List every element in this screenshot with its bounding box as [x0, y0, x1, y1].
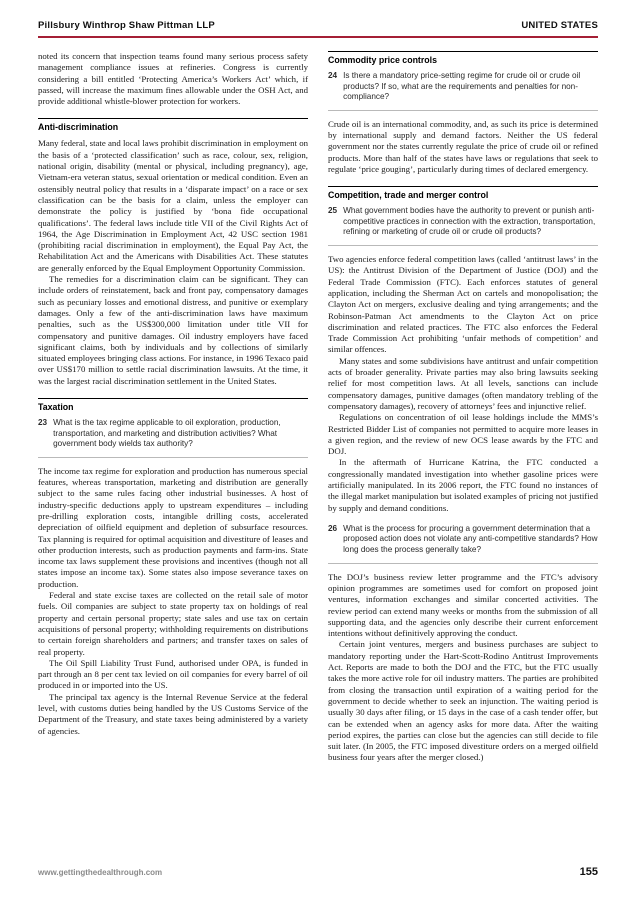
paragraph: Two agencies enforce federal competition laws (called ‘antitrust laws’ in the US): the Antitrust Division of the Department of Justice (DOJ) and the Federal Trade Commission (FTC). Each enforces statutes of general application, including the Sherman Act on cartels and monopolisation; the Clayton Act on mergers, exclusive dealing and tying arrangements; and the Robinson-Patman Act amendments to the Clayton Act on price discrimination and related practices. The FTC also enforces the Federal Trade Commission Act prohibiting ‘unfair methods of competition’ and similar offences.	[328, 254, 598, 355]
left-column	[38, 51, 308, 764]
paragraph: In the aftermath of Hurricane Katrina, the FTC conducted a congressionally mandated investigation into whether gasoline prices were artificially manipulated. In its 2006 report, the FTC found no instances of the illegal market manipulation but isolated examples of pricing not justified by supply and demand conditions.	[328, 457, 598, 513]
question-25	[328, 206, 598, 246]
paragraph: The income tax regime for exploration and production has numerous special features, whereas transportation, marketing and distribution are generally subject to the same rules facing other industrial businesses. A host of industry-specific deductions apply to upstream expenditures – including pre-drilling exploration costs, intangible drilling costs, accelerated depreciation of oilfield equipment and depletion of subsurface resources. Tax planning is required for optimal acquisition and divestiture of leases and other production interests, such as production payments and farm-ins. State income tax laws supplement these provisions and incentives (though not all states impose an income tax). Some states also impose severance taxes on production.	[38, 465, 308, 589]
section-heading-taxation: Taxation	[38, 398, 308, 412]
section-heading-commodity-price-controls: Commodity price controls	[328, 51, 598, 65]
header-rule	[38, 36, 598, 38]
section-heading-anti-discrimination: Anti-discrimination	[38, 118, 308, 132]
paragraph: Crude oil is an international commodity, and, as such its price is determined by international supply and demand factors. Neither the US federal government nor the states currently regulate the price of crude oil or refined products. More than half of the states have laws or regulations that seek to regulate ‘price gouging’, particularly during times of declared emergency.	[328, 118, 598, 174]
paragraph: Federal and state excise taxes are collected on the retail sale of motor fuels. Oil companies are subject to state property tax on holdings of real property and certain personal property; state sales and use tax on certain acquisitions of personal property; withholding requirements on distributions to certain foreign shareholders and partners; and transfer taxes on sales of real property.	[38, 590, 308, 657]
paragraph: Certain joint ventures, mergers and business purchases are subject to mandatory reporting under the Hart-Scott-Rodino Antitrust Improvements Act. Reports are made to both the DOJ and the FTC, but the FTC usually takes the more active role for oil industry matters. The parties are prohibited from closing the transaction until expiration of a waiting period for the government to decide whether to seek an injunction. The waiting period is usually 30 days after filing, or 15 days in the case of a cash tender offer, but can be extended when an agency asks for more data. After the waiting period expires, the parties can close but the agencies can still decide to file suit later. (In 2005, the FTC imposed divestiture orders on a merged oilfield business four years after the merger closed.)	[328, 639, 598, 763]
page-number: 155	[579, 866, 598, 878]
question-text: What government bodies have the authority to prevent or punish anti-competitive practices in connection with the extraction, transportation, refining or marketing of crude oil or crude oil products?	[343, 206, 596, 237]
question-24	[328, 71, 598, 111]
section-heading-competition-trade-merger: Competition, trade and merger control	[328, 186, 598, 200]
paragraph: The DOJ’s business review letter programme and the FTC’s advisory opinion programmes are sometimes used for comfort on proposed joint ventures, information exchanges and similar concerted activities. The review period can extend many weeks or months from the submission of all supporting data, and the agencies only describe their current enforcement intentions without definitively approving the conduct.	[328, 571, 598, 639]
country-label: UNITED STATES	[521, 20, 598, 31]
content-columns	[38, 51, 598, 764]
question-23	[38, 418, 308, 458]
question-26	[328, 524, 598, 564]
paragraph: The remedies for a discrimination claim can be significant. They can include orders of reinstatement, back and front pay, compensatory damages such as pecuniary losses and emotional distress, and punitive or exemplary damages. Only a few of the anti-discrimination laws have maximum penalties, such as the US$300,000 limitation under title VII for compensatory and punitive damages. Oil industry employers have faced significant claims, both by individuals and by collections of similarly situated employees bringing class actions. For instance, in 1996 Texaco paid over US$170 million to settle racial discrimination lawsuits. At the time, it was the largest racial discrimination settlement in the United States.	[38, 274, 308, 386]
right-column	[328, 51, 598, 764]
question-text: What is the process for procuring a government determination that a proposed action does not violate any anti-competitive standards? How long does the process generally take?	[343, 523, 598, 555]
paragraph: The Oil Spill Liability Trust Fund, authorised under OPA, is funded in part through an 8 per cent tax levied on oil companies for every barrel of oil produced in or imported into the US.	[38, 657, 308, 691]
page-header	[38, 20, 598, 31]
paragraph: The principal tax agency is the Internal Revenue Service at the federal level, with customs duties being handled by the US Customs Service of the Department of the Treasury, and state taxes being administered by a variety of agencies.	[38, 691, 308, 736]
question-text: Is there a mandatory price-setting regime for crude oil or crude oil products? If so, what are the requirements and penalties for non-compliance?	[343, 71, 581, 102]
paragraph: Many federal, state and local laws prohibit discrimination in employment on the basis of a ‘protected classification’ such as race, colour, sex, religion, national origin, disability (mental or physical, including pregnancy), age, Vietnam-era veteran status, sexual orientation or medical condition. Even an ostensibly neutral policy that results in a ‘disparate impact’ on a race or sex classification can be the basis for a claim, unless the employer can demonstrate the policy is justified by ‘bona fide occupational qualifications’. The federal laws include title VII of the Civil Rights Act of 1964, the Age Discrimination in Employment Act, 42 USC section 1981 (prohibiting racial discrimination in employment), the Equal Pay Act, the Rehabilitation Act and the Americans with Disabilities Act. These statutes are generally enforced by the Equal Employment Opportunity Commission.	[38, 138, 308, 273]
firm-name: Pillsbury Winthrop Shaw Pittman LLP	[38, 20, 215, 31]
paragraph-continuation: noted its concern that inspection teams found many serious process safety management compliance issues at refineries. Congress is currently considering a bill entitled ‘Protecting America’s Workers Act’ which, if passed, will increase the maximum fines allowable under the OSH Act, and provide additional whistle-blower protection for workers.	[38, 51, 308, 107]
footer-url: www.gettingthedealthrough.com	[38, 868, 163, 877]
paragraph: Many states and some subdivisions have antitrust and unfair competition acts of broader generality. Private parties may also bring lawsuits seeking relief for most competition laws. At all levels, sanctions can include compensatory damages, punitive damages (often mandatory trebling of the compensatory damages), recovery of attorneys’ fees and injunctive relief.	[328, 355, 598, 411]
question-number: 26	[328, 523, 338, 533]
question-number: 24	[328, 71, 338, 80]
question-number: 23	[38, 418, 48, 428]
question-number: 25	[328, 206, 338, 216]
question-text: What is the tax regime applicable to oil exploration, production, transportation, and marketing and distribution activities? What government body wields tax authority?	[53, 418, 281, 449]
paragraph: Regulations on concentration of oil lease holdings include the MMS’s Restricted Bidder List of companies not permitted to acquire more leases in a given region, and the review of new OCS lease awards by the FTC and DOJ.	[328, 412, 598, 457]
page-footer	[38, 866, 598, 878]
